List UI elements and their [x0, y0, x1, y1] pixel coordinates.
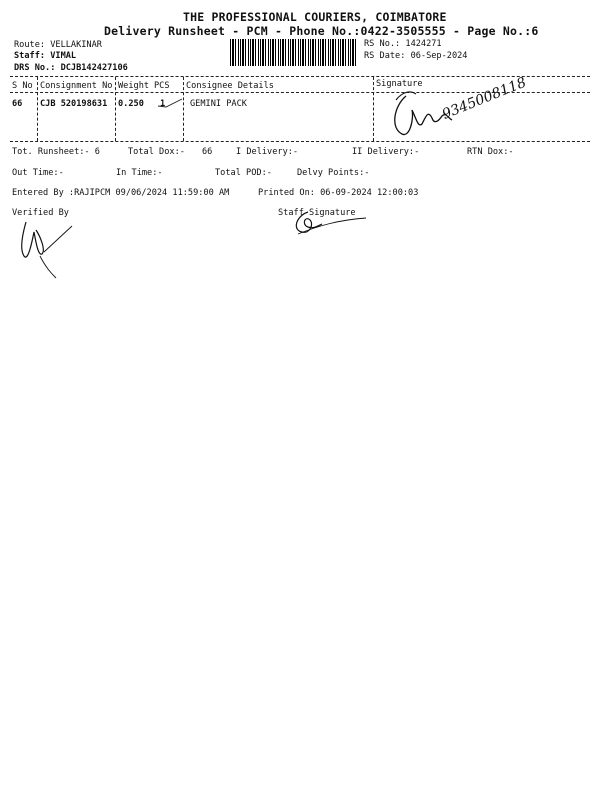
header-weight: Weight	[118, 81, 150, 91]
verified-by-label: Verified By	[12, 208, 69, 218]
total-pod: Total POD:-	[215, 168, 272, 178]
total-dox-value: 66	[202, 147, 213, 157]
company-title: THE PROFESSIONAL COURIERS, COIMBATORE	[183, 10, 447, 24]
drs-number: DRS No.: DCJB142427106	[14, 63, 128, 73]
row-sno: 66	[12, 99, 23, 109]
staff-label: Staff: VIMAL	[14, 51, 77, 61]
i-delivery: I Delivery:-	[236, 147, 299, 157]
delvy-points: Delvy Points:-	[297, 168, 370, 178]
in-time: In Time:-	[116, 168, 163, 178]
runsheet-title: Delivery Runsheet - PCM - Phone No.:0422-3505555 - Page No.:6	[104, 24, 539, 38]
header-signature: Signature	[376, 79, 423, 89]
header-pcs: PCS	[154, 81, 170, 91]
out-time: Out Time:-	[12, 168, 64, 178]
header-consignee: Consignee Details	[186, 81, 274, 91]
row-weight: 0.250	[118, 99, 144, 109]
rs-number: RS No.: 1424271	[364, 39, 442, 49]
barcode-image	[230, 39, 357, 66]
row-consignee: GEMINI PACK	[190, 99, 247, 109]
tot-runsheet: Tot. Runsheet:- 6	[12, 147, 100, 157]
table-bottom-rule	[10, 141, 590, 142]
ii-delivery: II Delivery:-	[352, 147, 420, 157]
printed-on: Printed On: 06-09-2024 12:00:03	[258, 188, 419, 198]
verifier-signature-icon	[12, 212, 82, 282]
route-label: Route: VELLAKINAR	[14, 40, 102, 50]
staff-signature-label: Staff Signature	[278, 208, 356, 218]
header-sno: S No	[12, 81, 33, 91]
table-col-divider	[37, 77, 38, 141]
table-col-divider	[115, 77, 116, 141]
staff-signature-icon	[288, 206, 368, 238]
pcs-tick-mark	[156, 96, 186, 110]
table-top-rule	[10, 76, 590, 77]
handwritten-phone: 9345008118	[440, 74, 529, 123]
total-dox-label: Total Dox:-	[128, 147, 185, 157]
header-consignment: Consignment No	[40, 81, 113, 91]
table-col-divider	[373, 77, 374, 141]
row-consignment: CJB 520198631	[40, 99, 108, 109]
rs-date: RS Date: 06-Sep-2024	[364, 51, 468, 61]
rtn-dox: RTN Dox:-	[467, 147, 514, 157]
row-pcs: 1	[160, 99, 166, 109]
entered-by: Entered By :RAJIPCM 09/06/2024 11:59:00 AM	[12, 188, 230, 198]
